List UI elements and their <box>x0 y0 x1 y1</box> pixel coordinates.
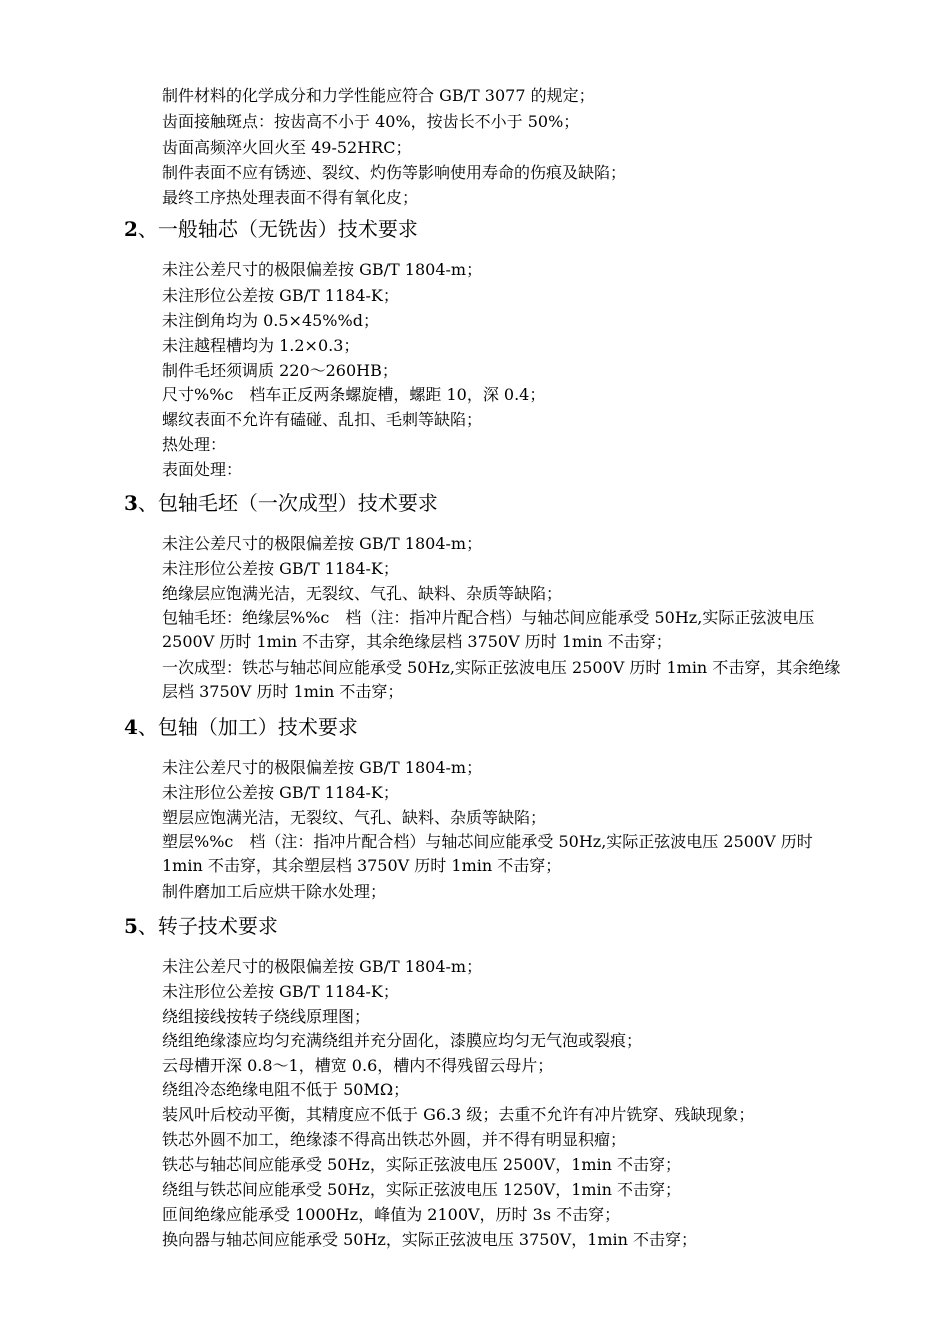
paragraph-blank-axle-insulation <box>162 606 842 654</box>
text-line: 绕组绝缘漆应均匀充满绕组并充分固化，漆膜应均匀无气泡或裂痕； <box>162 1031 643 1050</box>
section-number: 4 <box>124 715 138 739</box>
text-line: 塑层应饱满光洁，无裂纹、气孔、缺料、杂质等缺陷； <box>162 808 547 827</box>
note-text: 注：指冲片配合档 <box>377 608 506 627</box>
paragraph-label: 一次成型 <box>162 658 227 677</box>
note-text: 注：指冲片配合档 <box>281 832 410 851</box>
section-title: 、包轴毛坯（一次成型）技术要求 <box>137 491 438 515</box>
text-line: 未注公差尺寸的极限偏差按 GB/T 1804-m； <box>162 758 483 777</box>
section-title: 、转子技术要求 <box>137 914 278 938</box>
section-title: 、一般轴芯（无铣齿）技术要求 <box>137 217 418 241</box>
text-line: 尺寸%%c 档车正反两条螺旋槽，螺距 10，深 0.4； <box>162 385 546 404</box>
paragraph-text: 塑层%%c 档（ <box>162 832 282 851</box>
text-line: 表面处理： <box>162 460 243 479</box>
text-line: 未注公差尺寸的极限偏差按 GB/T 1804-m； <box>162 957 483 976</box>
paragraph-text: ：绝缘层%%c 档（ <box>226 608 378 627</box>
paragraph-plastic-layer <box>162 830 842 878</box>
text-line: 装风叶后校动平衡，其精度应不低于 G6.3 级；去重不允许有冲片铣穿、残缺现象； <box>162 1105 755 1124</box>
text-line: 未注公差尺寸的极限偏差按 GB/T 1804-m； <box>162 260 483 279</box>
text-line: 未注形位公差按 GB/T 1184-K； <box>162 982 399 1001</box>
text-line: 铁芯与轴芯间应能承受 50Hz，实际正弦波电压 2500V，1min 不击穿； <box>162 1155 682 1174</box>
text-line: 未注形位公差按 GB/T 1184-K； <box>162 559 399 578</box>
section-number: 3 <box>124 491 138 515</box>
paragraph-text: ）与轴芯间应能承受 50Hz,实际正弦波电压 2500V 历时 1min 不击穿，其余绝缘层档 3750V 历时 1min 不击穿； <box>162 608 815 651</box>
text-line: 未注倒角均为 0.5×45%%d； <box>162 311 379 330</box>
text-line: 未注形位公差按 GB/T 1184-K； <box>162 783 399 802</box>
paragraph-text: ）与轴芯间应能承受 50Hz,实际正弦波电压 2500V 历时 1min 不击穿，其余塑层档 3750V 历时 1min 不击穿； <box>162 832 813 875</box>
section-number: 5 <box>124 914 138 938</box>
text-line: 热处理： <box>162 435 227 454</box>
text-line: 齿面接触斑点：按齿高不小于 40%，按齿长不小于 50%； <box>162 112 580 131</box>
text-line: 制件磨加工后应烘干除水处理； <box>162 882 387 901</box>
section-heading <box>124 912 278 940</box>
text-line: 铁芯外圆不加工，绝缘漆不得高出铁芯外圆，并不得有明显积瘤； <box>162 1130 627 1149</box>
section-heading <box>124 489 438 517</box>
section-title: 、包轴（加工）技术要求 <box>137 715 358 739</box>
text-line: 制件材料的化学成分和力学性能应符合 GB/T 3077 的规定； <box>162 86 595 105</box>
text-line: 制件毛坯须调质 220～260HB； <box>162 361 398 380</box>
text-line: 匝间绝缘应能承受 1000Hz，峰值为 2100V，历时 3s 不击穿； <box>162 1205 621 1224</box>
text-line: 换向器与轴芯间应能承受 50Hz，实际正弦波电压 3750V，1min 不击穿； <box>162 1230 698 1249</box>
text-line: 绕组接线按转子绕线原理图； <box>162 1007 371 1026</box>
text-line: 未注公差尺寸的极限偏差按 GB/T 1804-m； <box>162 534 483 553</box>
text-line: 未注越程槽均为 1.2×0.3； <box>162 336 360 355</box>
text-line: 绕组冷态绝缘电阻不低于 50MΩ； <box>162 1080 410 1099</box>
section-number: 2 <box>124 217 138 241</box>
text-line: 螺纹表面不允许有磕碰、乱扣、毛刺等缺陷； <box>162 410 483 429</box>
text-line: 齿面高频淬火回火至 49-52HRC； <box>162 138 412 157</box>
section-heading <box>124 713 358 741</box>
paragraph-one-time-molding <box>162 656 842 704</box>
text-line: 未注形位公差按 GB/T 1184-K； <box>162 286 399 305</box>
text-line: 绝缘层应饱满光洁，无裂纹、气孔、缺料、杂质等缺陷； <box>162 584 563 603</box>
text-line: 绕组与铁芯间应能承受 50Hz，实际正弦波电压 1250V，1min 不击穿； <box>162 1180 682 1199</box>
text-line: 云母槽开深 0.8～1，槽宽 0.6，槽内不得残留云母片； <box>162 1056 554 1075</box>
text-line: 制件表面不应有锈迹、裂纹、灼伤等影响使用寿命的伤痕及缺陷； <box>162 163 627 182</box>
text-line: 最终工序热处理表面不得有氧化皮； <box>162 188 419 207</box>
section-heading <box>124 215 418 243</box>
paragraph-text: ：铁芯与轴芯间应能承受 50Hz,实际正弦波电压 2500V 历时 1min 不击穿，其余绝缘层档 3750V 历时 1min 不击穿； <box>162 658 841 701</box>
paragraph-label: 包轴毛坯 <box>162 608 227 627</box>
